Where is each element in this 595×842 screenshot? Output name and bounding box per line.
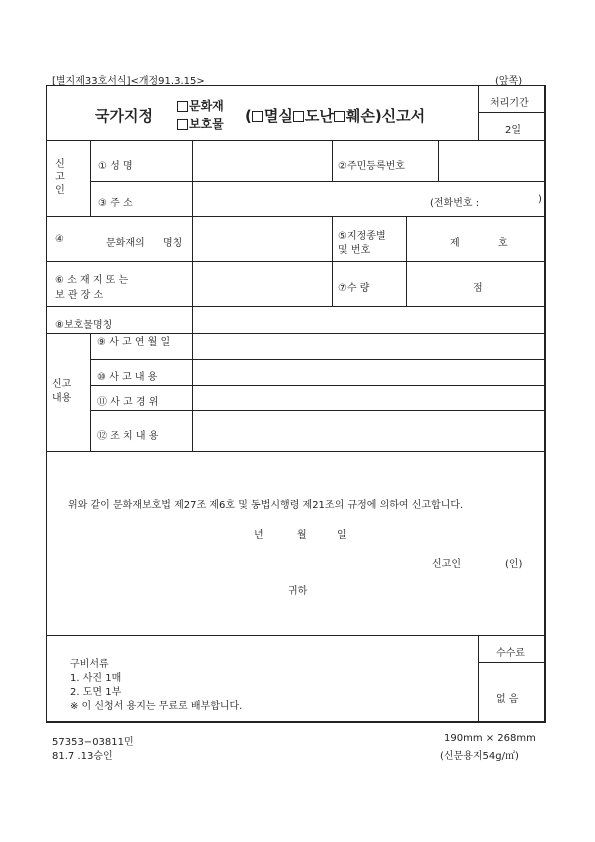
designation-number-label: 및 번호 — [338, 245, 371, 256]
designation-type-label: ⑤지정종별 — [338, 231, 386, 242]
resident-id-field[interactable] — [439, 141, 545, 181]
address-field[interactable] — [193, 182, 413, 215]
signer-label: 신고인 — [432, 559, 461, 570]
heritage-name-label: 문화재의 — [106, 238, 145, 249]
form-reference: [별지제33호서식]<개정91.3.15> — [52, 76, 205, 87]
action-taken-label: ⑫ 조 치 내 용 — [97, 431, 159, 442]
addressee-label: 귀하 — [288, 586, 308, 597]
date-month: 월 — [297, 530, 307, 541]
heritage-name-label-num: ④ — [55, 234, 64, 245]
free-form-note: ※ 이 신청서 용지는 무료로 배부합니다. — [70, 701, 243, 712]
checkbox-damaged[interactable] — [334, 111, 345, 122]
action-taken-field[interactable] — [193, 411, 545, 450]
title-prefix: 국가지정 — [95, 107, 153, 125]
processing-period-value: 2일 — [505, 125, 522, 136]
protective-name-field[interactable] — [193, 307, 545, 333]
protective-name-label: ⑧보호물명칭 — [55, 320, 113, 331]
checkbox-protective[interactable] — [177, 119, 188, 130]
phone-close: ) — [538, 194, 542, 205]
date-year: 년 — [254, 530, 264, 541]
resident-id-label: ②주민등록번호 — [338, 161, 405, 172]
paper-type: (신문용지54g/㎡) — [440, 751, 519, 762]
declaration-text: 위와 같이 문화재보호법 제27조 제6호 및 동법시행령 제21조의 규정에 의하여 신고합니다. — [68, 500, 464, 511]
page-side-label: (앞쪽) — [495, 76, 523, 87]
designation-value-prefix: 제 — [450, 238, 460, 249]
reporter-section-label: 신 고 인 — [55, 159, 65, 196]
name-field[interactable] — [193, 141, 331, 181]
heritage-name-label-end: 명칭 — [163, 238, 183, 249]
incident-content-label: ⑩ 사 고 내 용 — [97, 372, 158, 383]
checkbox-heritage[interactable] — [177, 101, 188, 112]
title-kinds: ( 멸실 도난 훼손)신고서 — [245, 107, 426, 125]
incident-date-field[interactable] — [193, 334, 545, 357]
location-field[interactable] — [193, 262, 331, 305]
incident-cause-field[interactable] — [193, 386, 545, 409]
title-option-heritage: 문화재 — [177, 97, 224, 114]
seal-mark[interactable]: (인) — [505, 559, 523, 570]
fee-value: 없 음 — [496, 694, 519, 705]
phone-label: (전화번호 : — [430, 198, 480, 209]
required-documents-title: 구비서류 — [70, 659, 109, 670]
paper-size: 190mm × 268mm — [444, 733, 536, 744]
required-document-1: 1. 사진 1매 — [70, 673, 122, 684]
processing-period-label: 처리기간 — [490, 98, 529, 109]
incident-cause-label: ⑪ 사 고 경 위 — [97, 397, 159, 408]
quantity-unit: 점 — [473, 283, 483, 294]
fee-label: 수수료 — [496, 648, 525, 659]
incident-section-label: 신고 내용 — [52, 379, 72, 404]
checkbox-lost[interactable] — [252, 111, 263, 122]
title-option-protective: 보호물 — [177, 115, 224, 132]
incident-content-field[interactable] — [193, 360, 545, 384]
checkbox-stolen[interactable] — [293, 111, 304, 122]
quantity-label: ⑦수 량 — [338, 283, 370, 294]
form-code: 57353−03811민 — [52, 737, 134, 748]
required-document-2: 2. 도면 1부 — [70, 687, 122, 698]
designation-value-suffix: 호 — [498, 238, 508, 249]
location-label-2: 보 관 장 소 — [55, 290, 104, 301]
approval-date: 81.7 .13승인 — [52, 751, 113, 762]
address-label: ③ 주 소 — [98, 198, 133, 209]
location-label-1: ⑥ 소 재 지 또 는 — [55, 275, 129, 286]
date-day: 일 — [337, 530, 347, 541]
incident-date-label: ⑨ 사 고 연 월 일 — [97, 337, 171, 348]
name-label: ① 성 명 — [98, 161, 133, 172]
heritage-name-field[interactable] — [193, 217, 331, 261]
